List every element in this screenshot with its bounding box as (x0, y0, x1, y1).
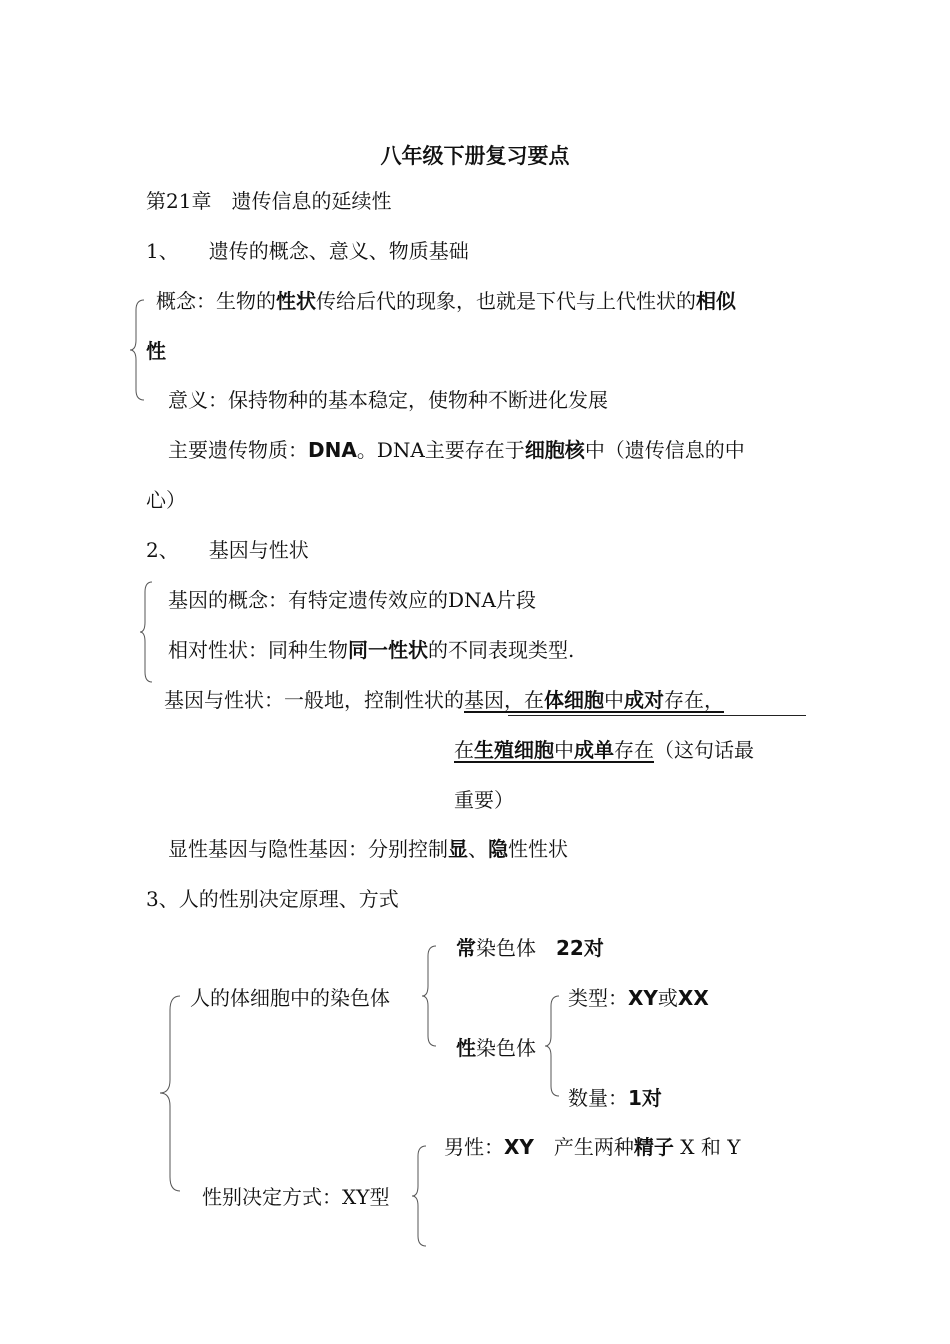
concept-line (156, 288, 736, 314)
autosome-text: 染色体 (476, 936, 556, 960)
gene-trait-bold-somatic: 体细胞 (544, 688, 604, 712)
concept-bold-trait: 性状 (276, 289, 316, 313)
method-line: 性别决定方式：XY型 (202, 1185, 390, 1209)
gene-trait-bold-germ: 生殖细胞 (474, 738, 554, 762)
dominant-bold-dominant: 显 (448, 837, 468, 861)
chapter-heading: 第21章 遗传信息的延续性 (146, 189, 392, 213)
male-text-2: 产生两种 (533, 1135, 634, 1159)
count-bold-pair: 1对 (628, 1086, 662, 1110)
type-bold-xy: XY (628, 986, 658, 1010)
gene-trait-bold-single: 成单 (574, 738, 614, 762)
gene-trait-underline (508, 715, 806, 716)
gene-trait-line-cont (454, 737, 754, 763)
gene-trait-under-4: 在 (454, 738, 474, 762)
type-text-1: 类型： (568, 986, 628, 1010)
material-text-2: 。DNA主要存在于 (356, 438, 525, 462)
count-line (568, 1085, 662, 1111)
gene-trait-under-6: 存在 (614, 738, 654, 762)
gene-trait-line (164, 687, 724, 713)
dominant-text-1: 显性基因与隐性基因：分别控制 (168, 837, 448, 861)
autosome-bold-count: 22对 (556, 936, 604, 960)
concept-bold-similar-cont: 性 (146, 339, 166, 363)
male-line (444, 1134, 740, 1160)
concept-bold-similar: 相似 (696, 289, 736, 313)
brace-method (412, 1146, 430, 1246)
material-text-3: 中（遗传信息的中 (584, 438, 745, 462)
relative-text-2: 的不同表现类型. (428, 638, 575, 662)
material-line (168, 437, 745, 463)
dominant-line (168, 836, 568, 862)
count-text: 数量： (568, 1086, 628, 1110)
dominant-text-2: 、 (468, 837, 488, 861)
relative-bold-same-trait: 同一性状 (348, 638, 428, 662)
concept-line-cont (146, 338, 166, 364)
male-text-3: X 和 Y (673, 1135, 741, 1159)
gene-trait-text-1: 基因与性状：一般地，控制性状的 (164, 688, 464, 712)
material-bold-dna: DNA (308, 438, 357, 462)
type-bold-xx: XX (677, 986, 709, 1010)
relative-trait-line (168, 637, 574, 663)
gene-trait-under-3: 存在， (664, 688, 724, 712)
male-bold-sperm: 精子 (633, 1135, 674, 1159)
material-bold-nucleus: 细胞核 (524, 438, 585, 462)
concept-text-1: 概念：生物的 (156, 289, 276, 313)
gene-concept-line: 基因的概念：有特定遗传效应的DNA片段 (168, 588, 536, 612)
brace-chromosomes (422, 946, 440, 1046)
brace-section-2 (140, 582, 156, 682)
autosome-line (456, 935, 604, 961)
meaning-line: 意义：保持物种的基本稳定，使物种不断进化发展 (168, 388, 608, 412)
sex-chrom-text: 染色体 (476, 1036, 536, 1060)
section-3-heading: 3、人的性别决定原理、方式 (146, 887, 399, 911)
gene-trait-line-cont-2: 重要） (454, 788, 514, 812)
gene-trait-under-2: 中 (604, 688, 624, 712)
dominant-bold-recessive: 隐 (488, 837, 508, 861)
autosome-bold-normal: 常 (456, 936, 476, 960)
concept-text-2: 传给后代的现象，也就是下代与上代性状的 (316, 289, 696, 313)
somatic-chromosomes: 人的体细胞中的染色体 (190, 986, 390, 1010)
gene-trait-bold-paired: 成对 (624, 688, 664, 712)
gene-trait-text-2: （这句话最 (654, 738, 754, 762)
type-text-2: 或 (657, 986, 678, 1010)
gene-trait-under-1: 基因，在 (464, 688, 544, 712)
gene-trait-under-5: 中 (554, 738, 574, 762)
type-line (568, 985, 709, 1011)
section-2-heading: 2、 基因与性状 (146, 538, 309, 562)
sex-chromosome-line (456, 1035, 536, 1061)
dominant-text-3: 性性状 (508, 837, 568, 861)
section-1-heading: 1、 遗传的概念、意义、物质基础 (146, 239, 469, 263)
male-text-1: 男性： (444, 1135, 504, 1159)
brace-sex-determination (160, 996, 184, 1191)
relative-text-1: 相对性状：同种生物 (168, 638, 348, 662)
brace-sex-chromosome (545, 996, 563, 1096)
page-title: 八年级下册复习要点 (380, 144, 570, 168)
material-line-cont: 心） (146, 488, 186, 512)
material-text-1: 主要遗传物质： (168, 438, 308, 462)
sex-chrom-bold-sex: 性 (456, 1036, 476, 1060)
male-bold-xy: XY (504, 1135, 534, 1159)
